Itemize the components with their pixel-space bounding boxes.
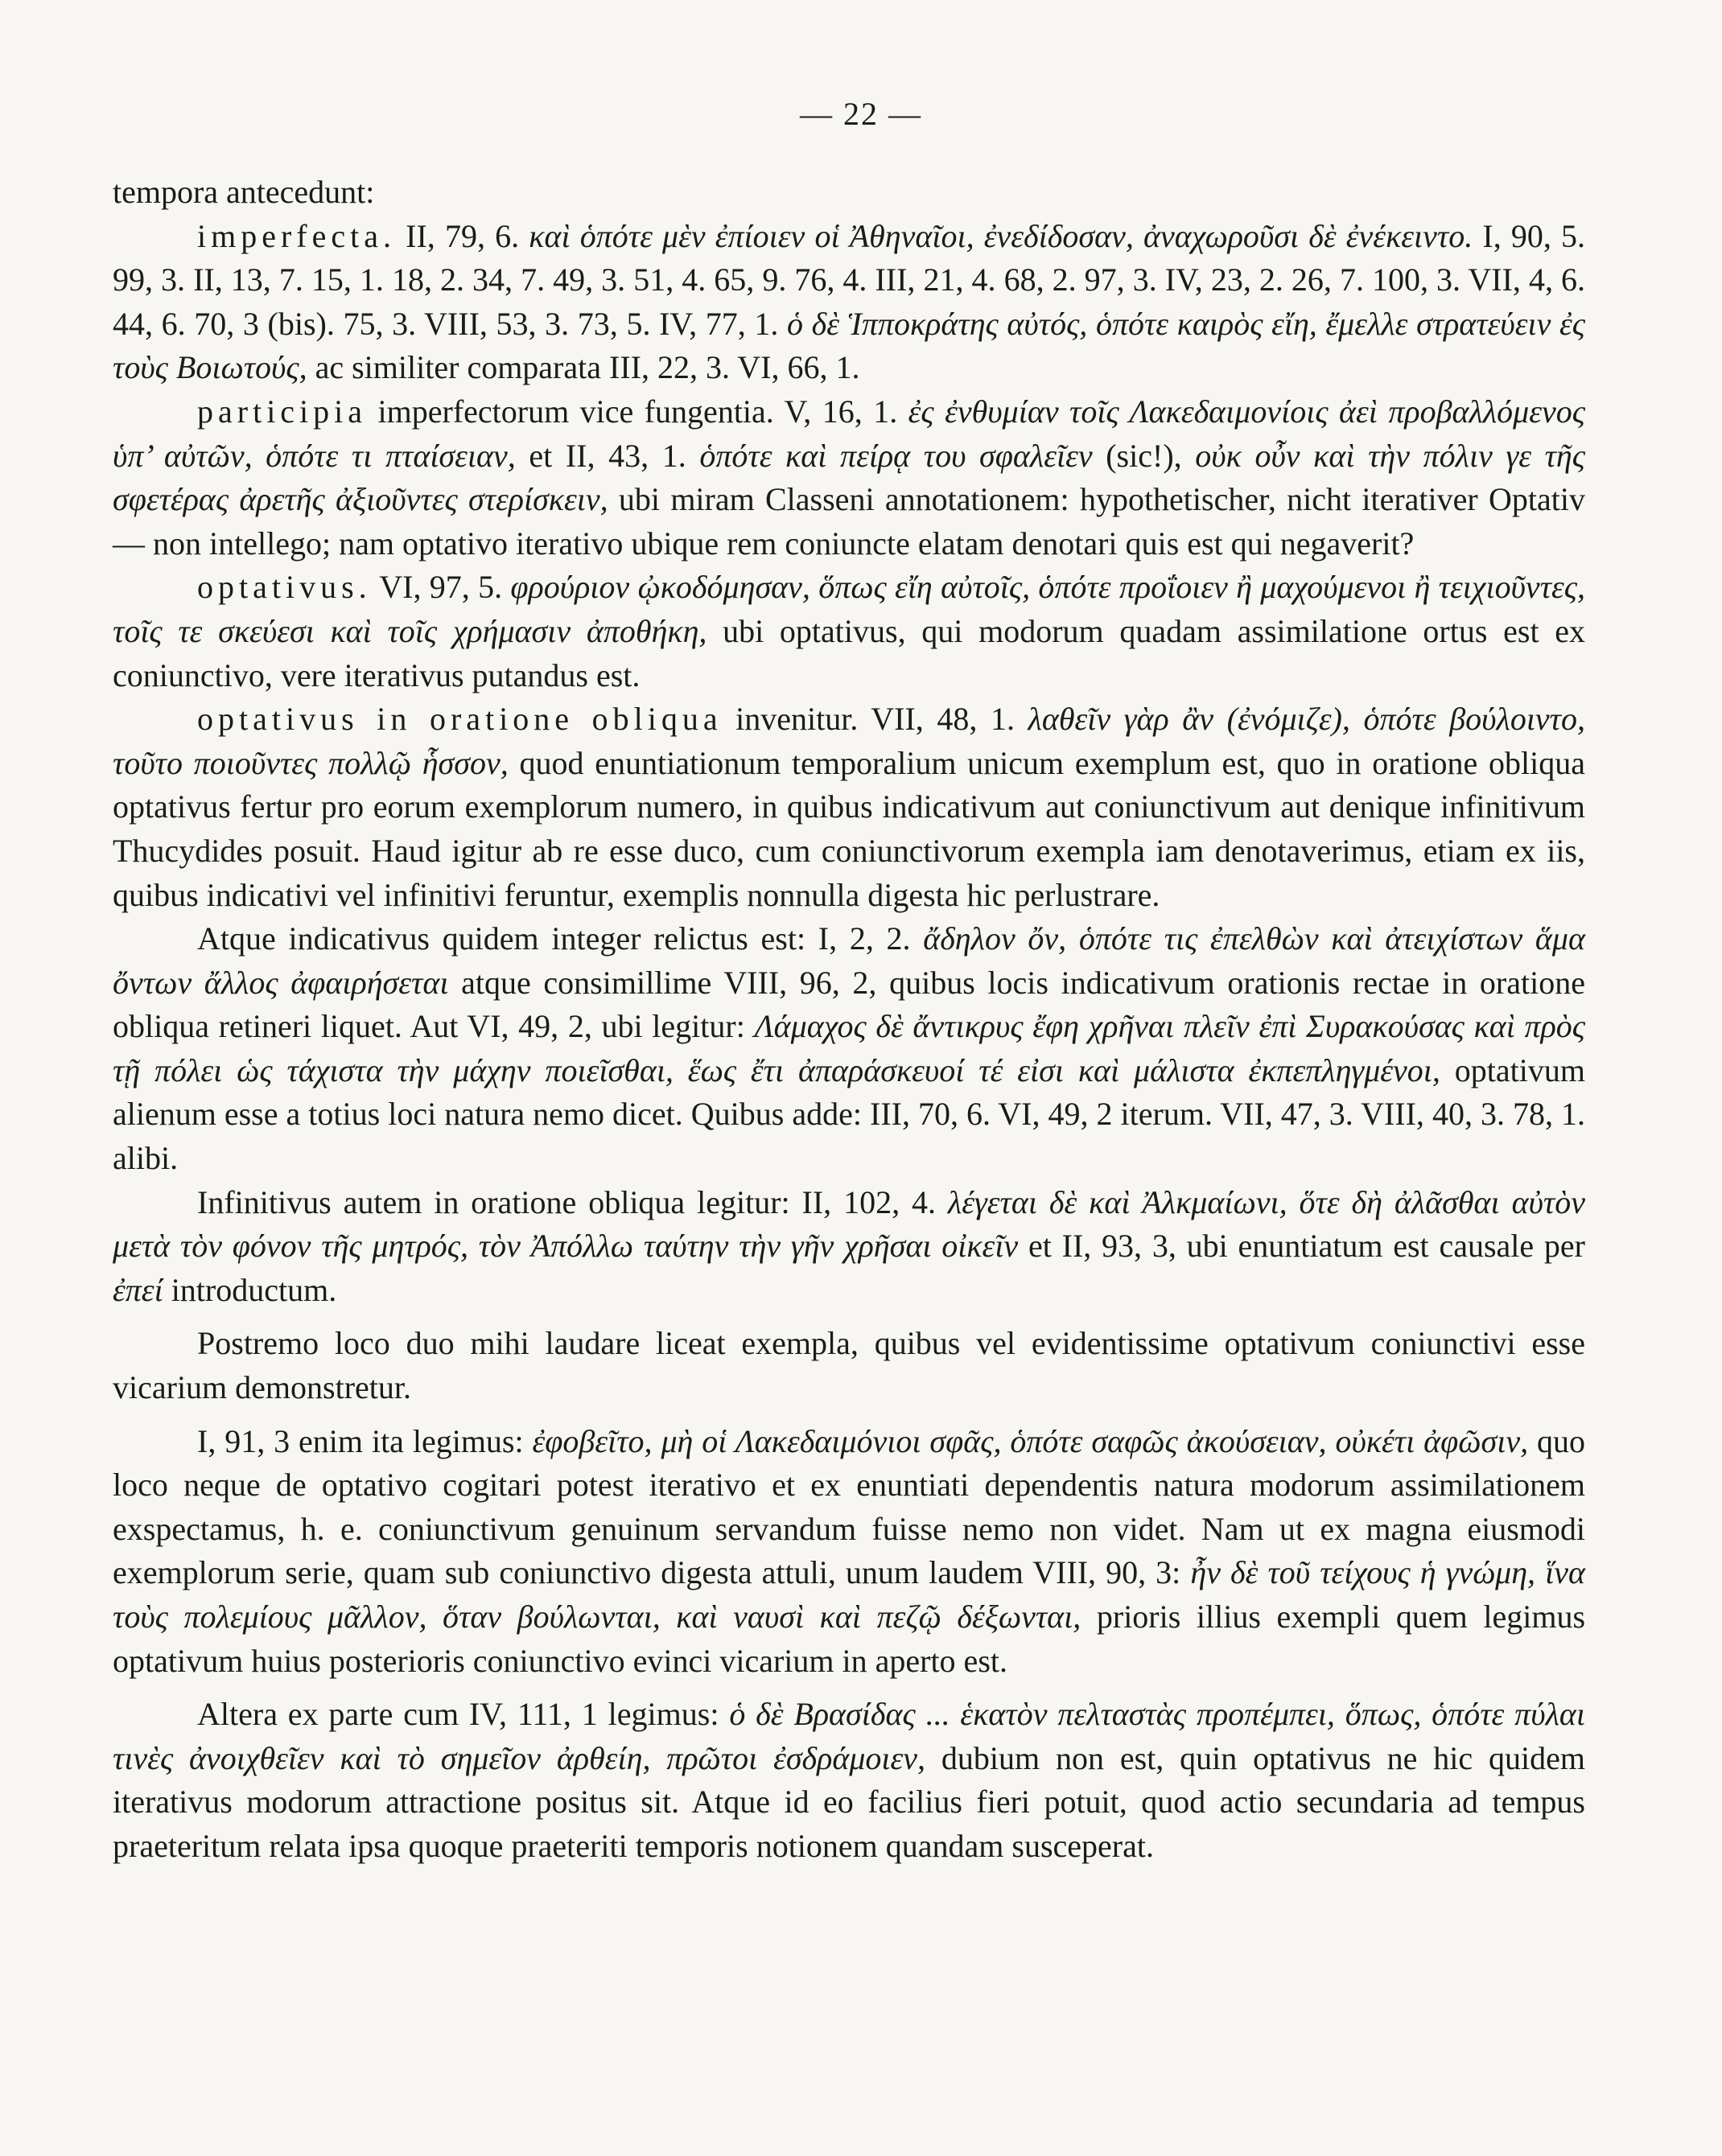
- greek-quotation: καὶ ὁπότε μὲν ἐπίοιεν οἱ Ἀθηναῖοι, ἐνεδίδοσαν, ἀναχωροῦσι δὲ ἐνέκειντο.: [529, 217, 1473, 254]
- text-run: optativum alienum esse a totius loci natura nemo dicet. Quibus adde: III, 70, 6. VI, 49, 2 iterum. VII, 47, 3. VIII, 40, 3. 78, 1. alibi.: [113, 1051, 1585, 1177]
- spaced-heading: imperfecta.: [197, 217, 396, 254]
- text-run: ubi miram Classeni annotationem: hypothetischer, nicht iterativer Optativ — non intellego; nam optativo iterativo ubique rem coniuncte elatam denotari quis est qui negaverit?: [113, 481, 1585, 562]
- paragraph-infinitivus: [113, 1181, 1585, 1313]
- paragraph-optativus: [113, 566, 1585, 697]
- spaced-heading: optativus in oratione obliqua: [197, 701, 723, 738]
- greek-quotation: οὐκ οὖν καὶ τὴν πόλιν γε τῆς σφετέρας ἀρετῆς ἀξιοῦντες στερίσκειν,: [113, 437, 1585, 518]
- text-run: ac similiter comparata III, 22, 3. VI, 66, 1.: [307, 349, 860, 386]
- greek-quotation: ὁ δὲ Βρασίδας ... ἑκατὸν πελταστὰς προπέμπει, ὅπως, ὁπότε πύλαι τινὲς ἀνοιχθεῖεν καὶ τὸ σημεῖον ἀρθείη, πρῶτοι ἐσδράμοιεν,: [113, 1696, 1586, 1776]
- greek-quotation: ἄδηλον ὄν, ὁπότε τις ἐπελθὼν καὶ ἀτειχίστων ἅμα ὄντων ἄλλος ἀφαιρήσεται: [113, 920, 1586, 1001]
- text-run: II, 79, 6.: [396, 217, 529, 254]
- text-run: quo loco neque de optativo cogitari potest iterativo et ex enuntiati dependentis natura modorum assimilationem exspectamus, h. e. coniunctivum genuinum servandum fuisse nemo non videt. Nam ut ex magna eiusmodi exemplorum serie, quam sub coniunctivo digesta attuli, unum laudem VIII, 90, 3:: [113, 1422, 1585, 1591]
- text-run: Altera ex parte cum IV, 111, 1 legimus:: [197, 1696, 730, 1733]
- greek-quotation: Λάμαχος δὲ ἄντικρυς ἔφη χρῆναι πλεῖν ἐπὶ Συρακούσας καὶ πρὸς τῇ πόλει ὡς τάχιστα τὴν μάχην ποιεῖσθαι, ἕως ἔτι ἀπαράσκευοί τέ εἰσι καὶ μάλιστα ἐκπεπληγμένοι,: [113, 1008, 1586, 1088]
- text-run: Infinitivus autem in oratione obliqua legitur: II, 102, 4.: [197, 1183, 948, 1220]
- paragraph-altera-parte: [113, 1693, 1585, 1868]
- greek-quotation: ἐφοβεῖτο, μὴ οἱ Λακεδαιμόνιοι σφᾶς, ὁπότε σαφῶς ἀκούσειαν, οὐκέτι ἀφῶσιν,: [532, 1422, 1529, 1459]
- text-run: invenitur. VII, 48, 1.: [722, 701, 1028, 738]
- text-run: VI, 97, 5.: [371, 569, 511, 606]
- greek-quotation: ὁ δὲ Ἱπποκράτης αὐτός, ὁπότε καιρὸς εἴη, ἔμελλε στρατεύειν ἐς τοὺς Βοιωτούς,: [113, 305, 1586, 386]
- paragraph-indicativus: [113, 917, 1585, 1181]
- text-run: et II, 43, 1.: [515, 437, 700, 474]
- text-run: tempora antecedunt:: [113, 174, 375, 210]
- greek-quotation: φρούριον ᾠκοδόμησαν, ὅπως εἴη αὐτοῖς, ὁπότε προΐοιεν ἢ μαχούμενοι ἢ τειχιοῦντες, τοῖς τε σκεύεσι καὶ τοῖς χρήμασιν ἀποθήκη,: [113, 569, 1585, 649]
- text-run: Postremo loco duo mihi laudare liceat exempla, quibus vel evidentissime optativum coniunctivi esse vicarium demonstretur.: [113, 1325, 1585, 1406]
- text-run: quod enuntiationum temporalium unicum exemplum est, quo in oratione obliqua optativus fertur pro eorum exemplorum numero, in quibus indicativum aut coniunctivum aut denique infinitivum Thucydides posuit. Haud igitur ab re esse duco, cum coniunctivorum exempla iam denotaverimus, etiam ex iis, quibus indicativi vel infinitivi feruntur, exemplis nonnulla digesta hic perlustrare.: [113, 744, 1586, 913]
- paragraph-imperfecta: [113, 215, 1585, 390]
- body-text: [113, 171, 1585, 1869]
- text-run: Atque indicativus quidem integer relictus est: I, 2, 2.: [197, 920, 924, 957]
- greek-quotation: ἐς ἐνθυμίαν τοῖς Λακεδαιμονίοις ἀεὶ προβαλλόμενος ὑπ’ αὐτῶν, ὁπότε τι πταίσειαν,: [113, 393, 1585, 474]
- text-run: I, 91, 3 enim ita legimus:: [197, 1422, 533, 1459]
- text-run: (sic!),: [1092, 437, 1196, 474]
- text-run: imperfectorum vice fungentia. V, 16, 1.: [367, 393, 908, 430]
- paragraph-exemplum-primum: [113, 1420, 1585, 1684]
- text-run: atque consimillime VIII, 96, 2, quibus locis indicativum orationis rectae in oratione obliqua retineri liquet. Aut VI, 49, 2, ubi legitur:: [113, 964, 1585, 1045]
- paragraph-oratio-obliqua: [113, 697, 1585, 917]
- text-run: introductum.: [163, 1271, 337, 1308]
- spaced-heading: participia: [197, 393, 368, 430]
- text-run: et II, 93, 3, ubi enuntiatum est causale per: [1018, 1228, 1585, 1265]
- page-number: — 22 —: [800, 96, 922, 132]
- greek-quotation: λαθεῖν γὰρ ἂν (ἐνόμιζε), ὁπότε βούλοιντο, τοῦτο ποιοῦντες πολλῷ ἧσσον,: [113, 701, 1586, 781]
- text-run: dubium non est, quin optativus ne hic quidem iterativus modorum attractione positus sit. Atque id eo facilius fieri potuit, quod actio secundaria ad tempus praeteritum relata ipsa quoque praeteriti temporis notionem quandam susceperat.: [113, 1739, 1585, 1864]
- text-run: ubi optativus, qui modorum quadam assimilatione ortus est ex coniunctivo, vere iterativus putandus est.: [113, 612, 1586, 693]
- text-run: prioris illius exempli quem legimus optativum huius posterioris coniunctivo evinci vicarium in aperto est.: [113, 1598, 1586, 1679]
- paragraph-participia: [113, 390, 1585, 566]
- text-run: I, 90, 5. 99, 3. II, 13, 7. 15, 1. 18, 2. 34, 7. 49, 3. 51, 4. 65, 9. 76, 4. III, 21, 4. 68, 2. 97, 3. IV, 23, 2. 26, 7. 100, 3. VII, 4, 6. 44, 6. 70, 3 (bis). 75, 3. VIII, 53, 3. 73, 5. IV, 77, 1.: [113, 217, 1586, 342]
- paragraph-intro: [113, 171, 1585, 215]
- greek-quotation: ὁπότε καὶ πείρᾳ του σφαλεῖεν: [699, 437, 1093, 474]
- greek-quotation: ἦν δὲ τοῦ τείχους ἡ γνώμη, ἵνα τοὺς πολεμίους μᾶλλον, ὅταν βούλωνται, καὶ ναυσὶ καὶ πεζῷ δέξωνται,: [113, 1554, 1585, 1635]
- paragraph-postremo: [113, 1322, 1585, 1409]
- greek-quotation: λέγεται δὲ καὶ Ἀλκμαίωνι, ὅτε δὴ ἀλᾶσθαι αὐτὸν μετὰ τὸν φόνον τῆς μητρός, τὸν Ἀπόλλω ταύτην τὴν γῆν χρῆσαι οἰκεῖν: [113, 1183, 1585, 1265]
- spaced-heading: optativus.: [197, 569, 372, 606]
- greek-quotation: ἐπεί: [113, 1271, 163, 1308]
